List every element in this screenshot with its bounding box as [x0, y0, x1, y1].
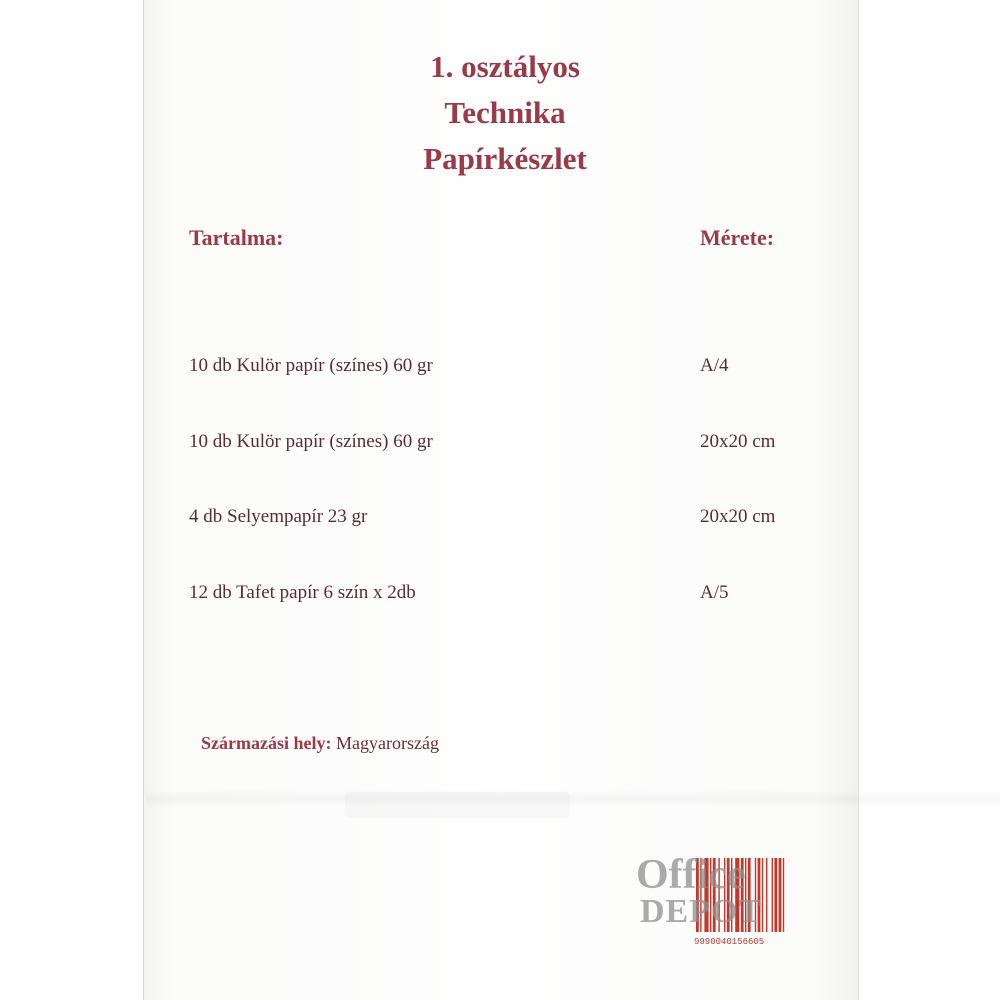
- watermark-line-1: Office: [636, 852, 746, 898]
- watermark-line-2: DEPOT: [640, 893, 763, 930]
- faint-print-smudge: [345, 792, 570, 818]
- title-line-2: Technika: [444, 95, 566, 130]
- contents-header: Tartalma:: [189, 225, 284, 250]
- item-description: 4 db Selyempapír 23 gr: [189, 506, 368, 527]
- item-size: A/4: [700, 355, 729, 376]
- item-description: 12 db Tafet papír 6 szín x 2db: [189, 582, 416, 603]
- country-of-origin: [201, 733, 439, 754]
- origin-value: Magyarország: [335, 733, 439, 753]
- title-line-1: 1. osztályos: [430, 49, 580, 84]
- item-description: 10 db Kulör papír (színes) 60 gr: [189, 355, 433, 376]
- product-title: [0, 44, 1000, 182]
- item-size: 20x20 cm: [700, 431, 776, 452]
- size-header: Mérete:: [700, 225, 775, 250]
- item-description: 10 db Kulör papír (színes) 60 gr: [189, 431, 433, 452]
- origin-label: Származási hely:: [201, 733, 332, 753]
- sheet-fold-shadow: [146, 790, 1000, 808]
- barcode-number: 9990040156605: [694, 937, 765, 947]
- title-line-3: Papírkészlet: [423, 141, 587, 176]
- item-size: A/5: [700, 582, 729, 603]
- item-size: 20x20 cm: [700, 506, 776, 527]
- office-depot-watermark-logo: [634, 850, 804, 930]
